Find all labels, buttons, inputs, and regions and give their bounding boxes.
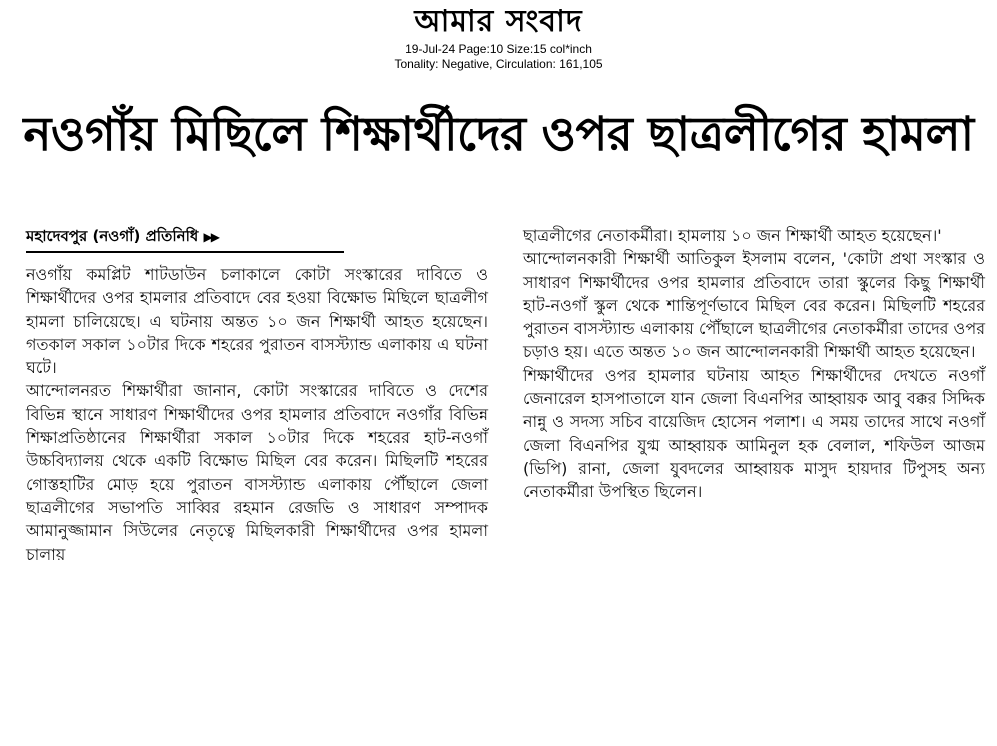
paragraph: নওগাঁয় কমপ্লিট শাটডাউন চলাকালে কোটা সংস্কারের দাবিতে ও শিক্ষার্থীদের ওপর হামলার প্রতিবাদে বের হওয়া বিক্ষোভ মিছিলে ছাত্রলীগ হামলা চালিয়েছে। এ ঘটনায় অন্তত ১০ জন শিক্ষার্থী আহত হয়েছেন। গতকাল সকাল ১০টার দিকে শহরের পুরাতন বাসস্ট্যান্ড এলাকায় এ ঘটনা ঘটে।: [26, 265, 488, 378]
article-byline: [26, 222, 344, 253]
byline-text: মহাদেবপুর (নওগাঁ) প্রতিনিধি: [26, 227, 199, 245]
article-column-left: [26, 263, 488, 566]
clipping-meta-date-size: 19-Jul-24 Page:10 Size:15 col*inch: [405, 42, 592, 56]
paragraph: আন্দোলনকারী শিক্ষার্থী আতিকুল ইসলাম বলেন, 'কোটা প্রথা সংস্কার ও সাধারণ শিক্ষার্থীদের ওপর হামলার প্রতিবাদে তারা স্কুলের কিছু শিক্ষার্থী হাট-নওগাঁ স্কুল থেকে শান্তিপূর্ণভাবে মিছিল বের করেন। মিছিলটি শহরের পুরাতন বাসস্ট্যান্ড এলাকায় পৌঁছালে ছাত্রলীগের নেতাকর্মীরা তাদের ওপর চড়াও হয়। এতে অন্তত ১০ জন আন্দোলনকারী শিক্ষার্থী আহত হয়েছেন।: [523, 249, 985, 362]
paragraph: শিক্ষার্থীদের ওপর হামলার ঘটনায় আহত শিক্ষার্থীদের দেখতে নওগাঁ জেনারেল হাসপাতালে যান জেলা বিএনপির আহ্বায়ক আবু বক্কর সিদ্দিক নান্নু ও সদস্য সচিব বায়েজিদ হোসেন পলাশ। এ সময় তাদের সাথে নওগাঁ জেলা বিএনপির যুগ্ম আহ্বায়ক আমিনুল হক বেলাল, শফিউল আজম (ভিপি) রানা, জেলা যুবদলের আহ্বায়ক মাসুদ হায়দার টিপুসহ অন্য নেতাকর্মীরা উপস্থিত ছিলেন।: [523, 365, 985, 502]
clipping-meta-tonality: Tonality: Negative, Circulation: 161,105: [394, 57, 603, 71]
paragraph: ছাত্রলীগের নেতাকর্মীরা। হামলায় ১০ জন শিক্ষার্থী আহত হয়েছেন।': [523, 226, 942, 245]
paragraph: আন্দোলনরত শিক্ষার্থীরা জানান, কোটা সংস্কারের দাবিতে ও দেশের বিভিন্ন স্থানে সাধারণ শিক্ষার্থীদের ওপর হামলার প্রতিবাদে নওগাঁর বিভিন্ন শিক্ষাপ্রতিষ্ঠানের শিক্ষার্থীরা সকাল ১০টার দিকে শহরের হাট-নওগাঁ উচ্চবিদ্যালয় থেকে একটি বিক্ষোভ মিছিল বের করেন। মিছিলটি শহরের গোস্তহাটির মোড় হয়ে পুরাতন বাসস্ট্যান্ড এলাকায় পৌঁছালে জেলা ছাত্রলীগের সভাপতি সাব্বির রহমান রেজভি ও সাধারণ সম্পাদক আমানুজ্জামান সিউলের নেতৃত্বে মিছিলকারী শিক্ষার্থীদের ওপর হামলা চালায়: [26, 381, 488, 564]
masthead: [0, 0, 997, 72]
byline-arrows-icon: ▶▶: [203, 230, 218, 244]
article-column-right: [523, 224, 985, 504]
article-headline: নওগাঁয় মিছিলে শিক্ষার্থীদের ওপর ছাত্রলীগের হামলা: [23, 107, 974, 162]
newspaper-logo: আমার সংবাদ: [414, 4, 583, 39]
